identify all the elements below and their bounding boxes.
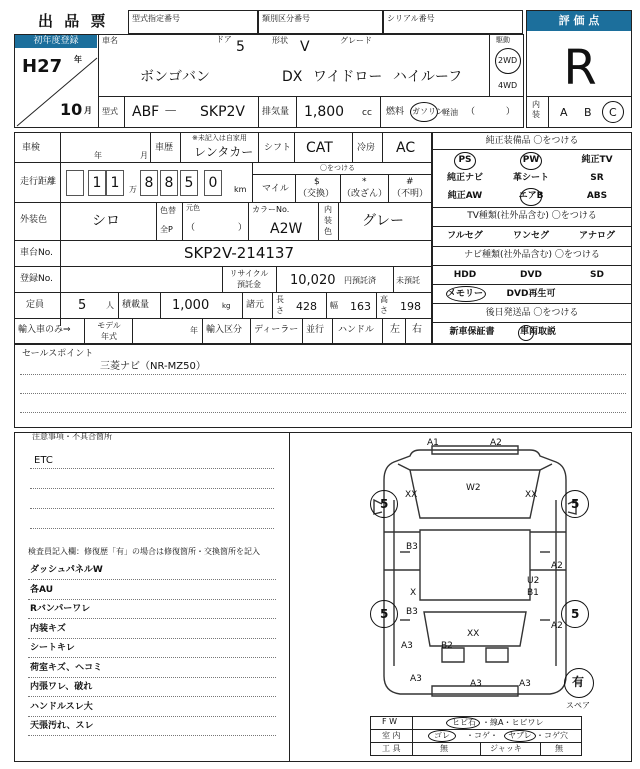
legend-fw-label: F W xyxy=(382,717,398,726)
exterior-color: シロ xyxy=(92,213,120,229)
unpaid-label: 未預託 xyxy=(396,276,420,285)
inspector-line: ハンドルスレ大 xyxy=(30,701,93,712)
unknown-sub: （不明） xyxy=(392,189,429,199)
equipment-item: ABS xyxy=(586,191,608,201)
inspector-rule xyxy=(28,599,276,600)
equipment-item: 革シート xyxy=(512,173,549,183)
sales-label: セールスポイント xyxy=(22,349,94,359)
damage-mark: XX xyxy=(405,490,418,500)
inspector-rule xyxy=(28,618,276,619)
equipment-item: 純正AW xyxy=(447,191,483,201)
odometer-digit: 1 xyxy=(106,170,124,196)
damage-mark: A2 xyxy=(551,561,563,571)
inspector-rule xyxy=(28,677,276,678)
tire-tread: 5 xyxy=(571,607,580,621)
recycle-value: 10,020 xyxy=(290,273,336,288)
door-count: 5 xyxy=(236,39,245,55)
legend-tools-label: 工 具 xyxy=(382,744,401,753)
parallel-label: 並行 xyxy=(306,325,325,335)
mileage-km: km xyxy=(234,185,247,194)
length-label: 長 さ xyxy=(276,295,284,315)
legend-interior-text3: ヤブレ xyxy=(508,731,532,740)
odometer-digit: 5 xyxy=(180,170,198,196)
displacement-label: 排気量 xyxy=(262,107,290,117)
inspector-rule xyxy=(28,735,276,736)
damage-mark: B2 xyxy=(441,641,453,651)
original-color-paren: （ ） xyxy=(186,223,247,233)
interior-color-label: 内 装 色 xyxy=(324,205,332,236)
model-year-label: モデル 年式 xyxy=(97,321,121,341)
odometer-digit: 8 xyxy=(140,170,158,196)
legend-tools-text1: 無 xyxy=(440,744,448,753)
import-label: 輸入車のみ⇒ xyxy=(18,325,71,335)
color-change-label: 色替 xyxy=(160,206,176,215)
tamper-mark: * xyxy=(362,177,367,187)
navi-item: メモリー xyxy=(446,289,483,299)
damage-mark: A3 xyxy=(401,641,413,651)
spare-mark: 有 xyxy=(572,675,585,689)
displacement-value: 1,800 xyxy=(304,104,345,120)
model-prefix: ABF － xyxy=(132,104,178,120)
interior-grade-c: C xyxy=(609,106,617,119)
inspector-line: 天張汚れ、スレ xyxy=(30,721,94,731)
model-designation-label: 型式指定番号 xyxy=(132,14,180,23)
sales-box xyxy=(14,344,632,428)
import-year-unit: 年 xyxy=(190,326,198,335)
length-value: 428 xyxy=(296,300,317,313)
chassis-value: SKP2V-214137 xyxy=(184,244,295,262)
handle-right: 右 xyxy=(412,324,422,335)
navi-item: DVD xyxy=(520,270,542,280)
navi-item: HDD xyxy=(453,270,477,280)
navi-item: DVD再生可 xyxy=(506,289,556,299)
handle-label: ハンドル xyxy=(338,325,375,335)
mileage-circle-note: 〇をつける xyxy=(320,164,355,172)
reg-year: H27 xyxy=(22,56,63,77)
load-label: 積載量 xyxy=(122,300,150,310)
legend-interior-text4: ・コゲ穴 xyxy=(536,731,568,740)
color-no-label: カラーNo. xyxy=(252,205,290,214)
odometer-digit: 8 xyxy=(160,170,178,196)
inspector-rule xyxy=(28,579,276,580)
reg-diagonal xyxy=(15,48,98,128)
damage-mark: A3 xyxy=(470,679,482,689)
height-value: 198 xyxy=(400,300,421,313)
model-value: SKP2V xyxy=(200,104,245,120)
score-value: R xyxy=(563,40,597,96)
inspector-rule xyxy=(28,716,276,717)
spare-label: スペア xyxy=(566,701,590,710)
model-label: 型式 xyxy=(102,107,118,116)
displacement-unit: cc xyxy=(362,108,372,118)
equipment-item: 純正TV xyxy=(581,155,613,165)
reg-month-unit: 月 xyxy=(84,106,92,115)
equipment-header: 純正装備品 〇をつける xyxy=(485,136,579,146)
inspector-rule xyxy=(28,638,276,639)
import-class-label: 輸入区分 xyxy=(206,325,243,335)
model-designation-field xyxy=(128,10,258,34)
tamper-sub: （改ざん） xyxy=(342,189,388,199)
grade-value: DX ワイドロー ハイルーフ xyxy=(282,69,463,85)
chassis-label: 車台No. xyxy=(20,248,53,258)
ac-value: AC xyxy=(396,140,416,156)
notes-label: 注意事項・不具合箇所 xyxy=(32,432,112,441)
drive-label: 駆動 xyxy=(496,36,510,44)
sales-text: 三菱ナビ（NR-MZ50） xyxy=(100,361,206,372)
fuel-label: 燃料 xyxy=(386,107,405,117)
damage-mark: XX xyxy=(525,490,538,500)
exchange-mark: $ xyxy=(314,177,320,187)
odometer-digit: 1 xyxy=(88,170,106,196)
light-oil-label: 軽油 xyxy=(442,108,458,117)
odometer-digit xyxy=(66,170,84,196)
legend-interior-text1: ゴレ xyxy=(434,731,450,740)
tv-item: アナログ xyxy=(578,231,615,241)
full-paint-label: 全P xyxy=(160,225,173,234)
drive-2wd: 2WD xyxy=(498,56,518,65)
interior-grade-a: A xyxy=(560,106,568,119)
height-label: 高 さ xyxy=(380,295,388,315)
interior-grade-b: B xyxy=(584,106,592,119)
other-fuel-paren: （ ） xyxy=(466,107,515,117)
load-value: 1,000 xyxy=(172,298,210,313)
import-class-value: ディーラー xyxy=(254,325,299,335)
docs-header: 後日発送品 〇をつける xyxy=(485,308,579,318)
history-label: 車歴 xyxy=(155,143,174,153)
legend-tools-text3: 無 xyxy=(555,744,563,753)
inspection-label: 車検 xyxy=(22,143,41,153)
navi-item: SD xyxy=(590,270,604,280)
inspector-line: シートキレ xyxy=(30,643,75,653)
damage-mark: A2 xyxy=(490,438,502,448)
load-unit: kg xyxy=(222,302,231,310)
exchange-sub: （交換） xyxy=(298,189,335,199)
history-value: レンタカー xyxy=(194,145,254,159)
score-label: 評 価 点 xyxy=(527,11,631,31)
equipment-circle xyxy=(454,152,476,170)
capacity-unit: 人 xyxy=(106,301,114,310)
legend-fw-text1: ヒビ石 xyxy=(452,718,476,727)
inspector-line: 内装キズ xyxy=(30,623,66,634)
legend-interior-text2: ・コゲ・ xyxy=(466,731,498,740)
interior-label: 内 装 xyxy=(532,100,540,119)
recycle-label: リサイクル 預託金 xyxy=(229,269,269,289)
damage-mark: A3 xyxy=(410,674,422,684)
category-label: 類別区分番号 xyxy=(262,14,310,23)
inspector-line: 各AU xyxy=(30,584,53,595)
shift-label: シフト xyxy=(264,143,292,153)
unknown-mark: # xyxy=(406,177,414,187)
inspector-line: Rバンパーワレ xyxy=(30,604,91,614)
damage-mark: W2 xyxy=(466,483,481,493)
ac-label: 冷房 xyxy=(357,143,376,153)
equipment-circle xyxy=(520,152,542,170)
original-color-label: 元色 xyxy=(186,204,200,212)
inspector-label: 検査員記入欄：修復歴「有」の場合は修復箇所・交換箇所を記入 xyxy=(28,547,260,556)
docs-circle xyxy=(518,325,534,341)
reg-year-unit: 年 xyxy=(74,55,82,64)
inspector-rule xyxy=(28,657,276,658)
car-outline xyxy=(370,440,580,708)
navi-header: ナビ種類(社外品含む) 〇をつける xyxy=(464,250,600,260)
serial-field xyxy=(383,10,523,34)
legend-interior-label: 室 内 xyxy=(382,731,401,740)
notes-box xyxy=(14,432,290,762)
equipment-item: 純正ナビ xyxy=(446,173,483,183)
serial-label: シリアル番号 xyxy=(387,14,435,23)
capacity-value: 5 xyxy=(78,298,87,313)
shape-label: 形状 xyxy=(272,36,288,45)
color-no-value: A2W xyxy=(270,221,303,237)
inspector-line: 荷室キズ、ヘコミ xyxy=(30,662,103,673)
navi-circle xyxy=(446,286,486,302)
damage-mark: B1 xyxy=(527,588,539,598)
damage-mark: A1 xyxy=(427,438,439,448)
form-title: 出 品 票 xyxy=(38,12,109,30)
fuel-value: ガソリン xyxy=(412,107,444,116)
legend-fw-text2: ・線A・ヒビワレ xyxy=(482,718,544,727)
category-field xyxy=(258,10,383,34)
inspection-month-unit: 月 xyxy=(140,151,148,160)
grade-label: グレード xyxy=(340,36,372,45)
dims-label: 諸元 xyxy=(246,300,265,310)
docs-item: 新車保証書 xyxy=(449,327,495,337)
tv-item: ワンセグ xyxy=(512,231,549,241)
equipment-item: PW xyxy=(522,155,540,165)
handle-left: 左 xyxy=(390,324,400,335)
inspection-year-unit: 年 xyxy=(94,151,102,160)
mileage-label: 走行距離 xyxy=(20,177,57,187)
tv-header: TV種類(社外品含む) 〇をつける xyxy=(467,211,597,221)
odometer-digit: 0 xyxy=(204,170,222,196)
damage-mark: U2 xyxy=(527,576,540,586)
registration-label: 登録No. xyxy=(20,274,53,284)
tire-tread: 5 xyxy=(380,607,389,621)
reg-month: 10 xyxy=(60,100,83,119)
equipment-item: エアB xyxy=(518,191,544,201)
notes-text: ETC xyxy=(34,455,53,466)
interior-color-value: グレー xyxy=(362,213,404,229)
mileage-man: 万 xyxy=(129,185,137,194)
width-label: 幅 xyxy=(330,301,338,310)
inspector-line: ダッシュパネルW xyxy=(30,565,103,575)
shift-value: CAT xyxy=(306,140,333,156)
car-name: ボンゴバン xyxy=(140,69,210,85)
damage-mark: X xyxy=(410,588,417,598)
legend-tools-text2: ジャッキ xyxy=(490,744,522,753)
equipment-circle xyxy=(520,188,542,206)
width-value: 163 xyxy=(350,300,371,313)
mile-label: マイル xyxy=(262,184,289,194)
car-name-label: 車名 xyxy=(102,36,118,45)
shape-value: V xyxy=(300,39,310,55)
docs-item: 車両取説 xyxy=(519,327,556,337)
history-note: ※未記入は自家用 xyxy=(192,134,247,142)
inspector-rule xyxy=(28,696,276,697)
tire-tread: 5 xyxy=(380,497,389,511)
damage-mark: A2 xyxy=(551,621,563,631)
door-label: ドア xyxy=(216,35,232,44)
damage-mark: B3 xyxy=(406,542,418,552)
drive-4wd: 4WD xyxy=(498,81,518,90)
damage-mark: A3 xyxy=(519,679,531,689)
tv-item: フルセグ xyxy=(447,231,483,241)
color-label: 外装色 xyxy=(20,215,48,225)
first-reg-label: 初年度登録 xyxy=(15,35,97,48)
equipment-item: PS xyxy=(458,155,472,165)
capacity-label: 定員 xyxy=(26,300,45,310)
recycle-unit: 円預託済 xyxy=(344,276,376,285)
inspector-line: 内張ワレ、破れ xyxy=(30,682,93,692)
damage-mark: B3 xyxy=(406,607,418,617)
tire-tread: 5 xyxy=(571,497,580,511)
equipment-item: SR xyxy=(590,173,604,183)
damage-mark: XX xyxy=(467,629,480,639)
